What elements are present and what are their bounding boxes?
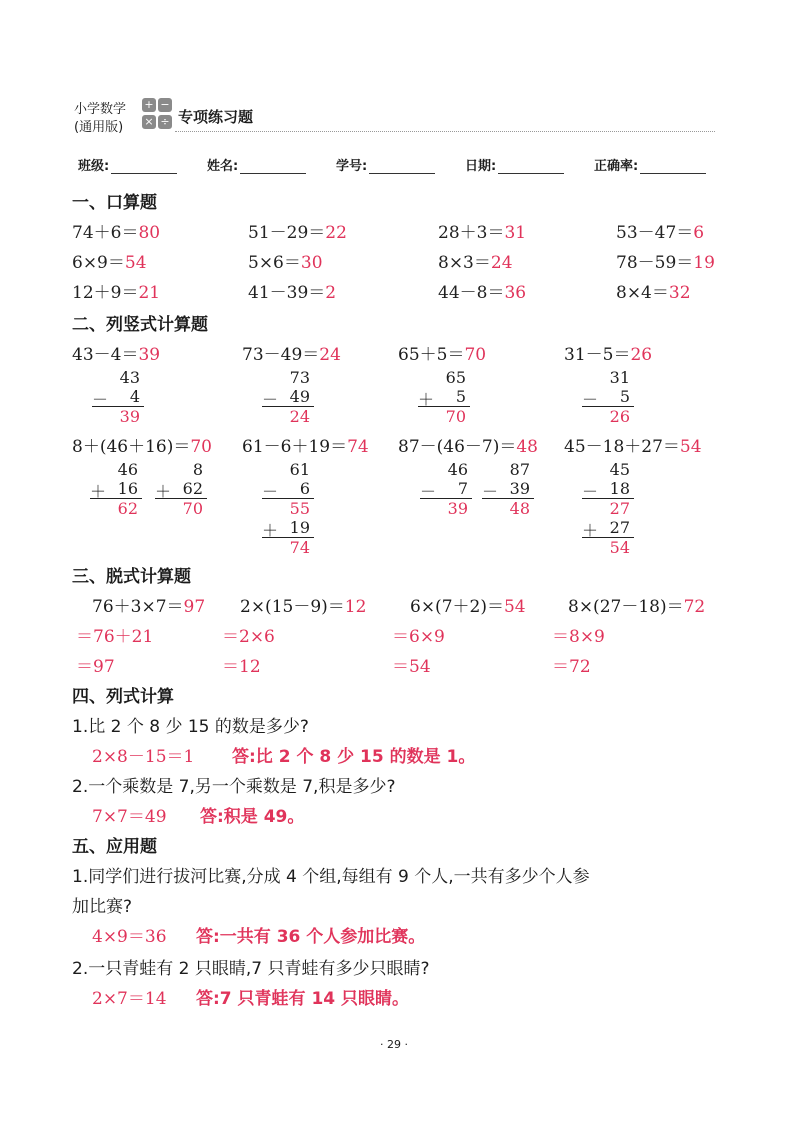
section-oral-title: 一、口算题 <box>72 193 157 213</box>
oral-answer: 2 <box>325 283 337 303</box>
question-answer: 48 <box>516 437 538 457</box>
oral-item <box>438 248 513 273</box>
work-result: 70 <box>445 407 466 426</box>
work-bottom: 27 <box>609 518 630 537</box>
oral-question: 74＋6＝ <box>72 223 139 243</box>
work-bottom: 7 <box>457 479 468 498</box>
accuracy-field: 正确率: <box>594 155 706 174</box>
oral-item <box>72 218 160 243</box>
class-field: 班级: <box>78 155 177 174</box>
stepwise-step-2: ＝72 <box>552 657 591 677</box>
work-top: 8 <box>192 460 203 479</box>
vertical-work <box>418 368 488 438</box>
work-result: 74 <box>289 538 310 557</box>
vertical-work <box>92 368 162 438</box>
oral-answer: 22 <box>325 223 347 243</box>
oral-question: 6×9＝ <box>72 253 125 273</box>
work-bottom: 62 <box>182 479 203 498</box>
stepwise-step-1: ＝2×6 <box>222 627 275 647</box>
stepwise-step-2: ＝97 <box>76 657 115 677</box>
oral-answer: 80 <box>138 223 161 243</box>
question-text: 6×(7＋2)＝ <box>410 597 504 617</box>
question-text: 61－6＋19＝ <box>242 437 348 457</box>
oral-question: 8×3＝ <box>438 253 491 273</box>
oral-answer: 30 <box>300 253 323 273</box>
student-id-field: 学号: <box>336 155 435 174</box>
stepwise-question <box>568 592 705 617</box>
formula-question-1: 1.比 2 个 8 少 15 的数是多少? <box>72 717 309 737</box>
oral-question: 28＋3＝ <box>438 223 505 243</box>
work-result: 27 <box>609 499 630 518</box>
oral-answer: 36 <box>504 283 527 303</box>
question-text: 65＋5＝ <box>398 345 465 365</box>
subject-label: 小学数学 <box>74 102 127 117</box>
oral-item <box>438 278 526 303</box>
work-operator: － <box>262 390 279 409</box>
question-text: 2×(15－9)＝ <box>240 597 345 617</box>
oral-question: 5×6＝ <box>248 253 301 273</box>
formula-equation-1: 2×8－15＝1 <box>92 747 195 767</box>
oral-item <box>438 218 526 243</box>
work-top: 43 <box>119 368 140 387</box>
work-bottom: 49 <box>289 387 310 406</box>
question-answer: 74 <box>347 437 369 457</box>
question-text: 45－18＋27＝ <box>564 437 680 457</box>
edition-label: (通用版) <box>74 120 124 135</box>
work-result: 55 <box>289 499 310 518</box>
work-operator: ＋ <box>90 482 107 501</box>
work-bottom: 16 <box>117 479 138 498</box>
question-text: 31－5＝ <box>564 345 631 365</box>
vertical-question <box>564 340 652 365</box>
work-operator: － <box>92 390 109 409</box>
word-answer-2: 答:7 只青蛙有 14 只眼睛。 <box>196 989 410 1009</box>
oral-question: 12＋9＝ <box>72 283 139 303</box>
work-top: 46 <box>117 460 138 479</box>
vertical-question <box>242 340 341 365</box>
question-answer: 97 <box>183 597 206 617</box>
times-icon: × <box>142 115 156 129</box>
math-operators-icon <box>142 98 174 132</box>
oral-answer: 31 <box>504 223 527 243</box>
vertical-question <box>72 340 160 365</box>
work-operator: ＋ <box>582 521 599 540</box>
oral-question: 53－47＝ <box>616 223 694 243</box>
question-answer: 24 <box>319 345 341 365</box>
question-answer: 70 <box>464 345 487 365</box>
work-result: 48 <box>509 499 530 518</box>
vertical-work <box>420 460 490 530</box>
work-top: 45 <box>609 460 630 479</box>
oral-item <box>72 278 160 303</box>
vertical-work <box>262 460 332 560</box>
work-operator: － <box>482 482 499 501</box>
stepwise-step-1: ＝76＋21 <box>76 627 154 647</box>
question-answer: 12 <box>344 597 367 617</box>
work-top: 46 <box>447 460 468 479</box>
word-question-1-line-2: 加比赛? <box>72 897 133 917</box>
stepwise-step-2: ＝12 <box>222 657 261 677</box>
formula-answer-2: 答:积是 49。 <box>200 807 305 827</box>
header-divider <box>175 131 715 132</box>
work-operator: － <box>582 390 599 409</box>
oral-answer: 54 <box>124 253 147 273</box>
formula-answer-1: 答:比 2 个 8 少 15 的数是 1。 <box>232 747 476 767</box>
work-result: 26 <box>609 407 630 426</box>
word-equation-2: 2×7＝14 <box>92 989 167 1009</box>
oral-item <box>72 248 147 273</box>
question-text: 87－(46－7)＝ <box>398 437 517 457</box>
work-bottom: 5 <box>619 387 630 406</box>
work-bottom: 39 <box>509 479 530 498</box>
section-formula-title: 四、列式计算 <box>72 687 174 707</box>
oral-answer: 19 <box>693 253 715 273</box>
name-field: 姓名: <box>207 155 306 174</box>
vertical-work <box>155 460 225 530</box>
work-top: 73 <box>289 368 310 387</box>
stepwise-step-1: ＝6×9 <box>392 627 445 647</box>
vertical-work <box>582 368 652 438</box>
work-top: 61 <box>289 460 310 479</box>
vertical-work <box>482 460 552 530</box>
section-word-title: 五、应用题 <box>72 837 157 857</box>
work-bottom: 6 <box>299 479 310 498</box>
page-number: · 29 · <box>380 1038 408 1051</box>
word-question-2: 2.一只青蛙有 2 只眼睛,7 只青蛙有多少只眼睛? <box>72 959 430 979</box>
oral-question: 8×4＝ <box>616 283 669 303</box>
work-top: 65 <box>445 368 466 387</box>
work-bottom: 5 <box>455 387 466 406</box>
work-result: 24 <box>289 407 310 426</box>
formula-equation-2: 7×7＝49 <box>92 807 167 827</box>
work-operator: － <box>582 482 599 501</box>
work-operator: ＋ <box>418 390 435 409</box>
vertical-work <box>582 460 652 560</box>
work-result: 39 <box>447 499 468 518</box>
question-answer: 54 <box>503 597 526 617</box>
oral-item <box>248 218 347 243</box>
date-field: 日期: <box>465 155 564 174</box>
work-result: 54 <box>609 538 630 557</box>
question-answer: 54 <box>679 437 702 457</box>
plus-icon: + <box>142 98 156 112</box>
work-operator: ＋ <box>155 482 172 501</box>
stepwise-step-2: ＝54 <box>392 657 431 677</box>
oral-answer: 21 <box>138 283 161 303</box>
work-operator: － <box>420 482 437 501</box>
vertical-work <box>90 460 160 530</box>
work-operator: － <box>262 482 279 501</box>
question-answer: 72 <box>683 597 706 617</box>
stepwise-question <box>240 592 366 617</box>
work-result: 39 <box>119 407 140 426</box>
work-operator: ＋ <box>262 521 279 540</box>
work-result: 70 <box>182 499 203 518</box>
work-bottom: 19 <box>289 518 310 537</box>
work-top: 87 <box>509 460 530 479</box>
question-text: 76＋3×7＝ <box>92 597 184 617</box>
question-text: 8×(27－18)＝ <box>568 597 684 617</box>
divide-icon: ÷ <box>158 115 172 129</box>
oral-question: 41－39＝ <box>248 283 326 303</box>
section-vertical-title: 二、列竖式计算题 <box>72 315 208 335</box>
oral-item <box>248 278 336 303</box>
oral-item <box>616 278 691 303</box>
oral-item <box>616 248 715 273</box>
minus-icon: − <box>158 98 172 112</box>
question-text: 73－49＝ <box>242 345 320 365</box>
question-text: 8＋(46＋16)＝ <box>72 437 191 457</box>
word-answer-1: 答:一共有 36 个人参加比赛。 <box>196 927 426 947</box>
oral-question: 51－29＝ <box>248 223 326 243</box>
question-answer: 26 <box>630 345 653 365</box>
stepwise-question <box>410 592 526 617</box>
oral-item <box>248 248 323 273</box>
question-text: 43－4＝ <box>72 345 139 365</box>
oral-answer: 32 <box>668 283 691 303</box>
work-top: 31 <box>609 368 630 387</box>
vertical-work <box>262 368 332 438</box>
oral-question: 78－59＝ <box>616 253 694 273</box>
oral-question: 44－8＝ <box>438 283 505 303</box>
oral-item <box>616 218 704 243</box>
oral-answer: 6 <box>693 223 705 243</box>
stepwise-question <box>92 592 205 617</box>
oral-answer: 24 <box>490 253 513 273</box>
work-bottom: 18 <box>609 479 630 498</box>
word-question-1-line-1: 1.同学们进行拔河比赛,分成 4 个组,每组有 9 个人,一共有多少个人参 <box>72 867 590 887</box>
page-title: 专项练习题 <box>178 108 254 126</box>
section-stepwise-title: 三、脱式计算题 <box>72 567 191 587</box>
question-answer: 70 <box>190 437 212 457</box>
work-result: 62 <box>117 499 138 518</box>
vertical-question <box>398 340 486 365</box>
work-bottom: 4 <box>129 387 140 406</box>
word-equation-1: 4×9＝36 <box>92 927 167 947</box>
question-answer: 39 <box>138 345 161 365</box>
stepwise-step-1: ＝8×9 <box>552 627 605 647</box>
formula-question-2: 2.一个乘数是 7,另一个乘数是 7,积是多少? <box>72 777 396 797</box>
